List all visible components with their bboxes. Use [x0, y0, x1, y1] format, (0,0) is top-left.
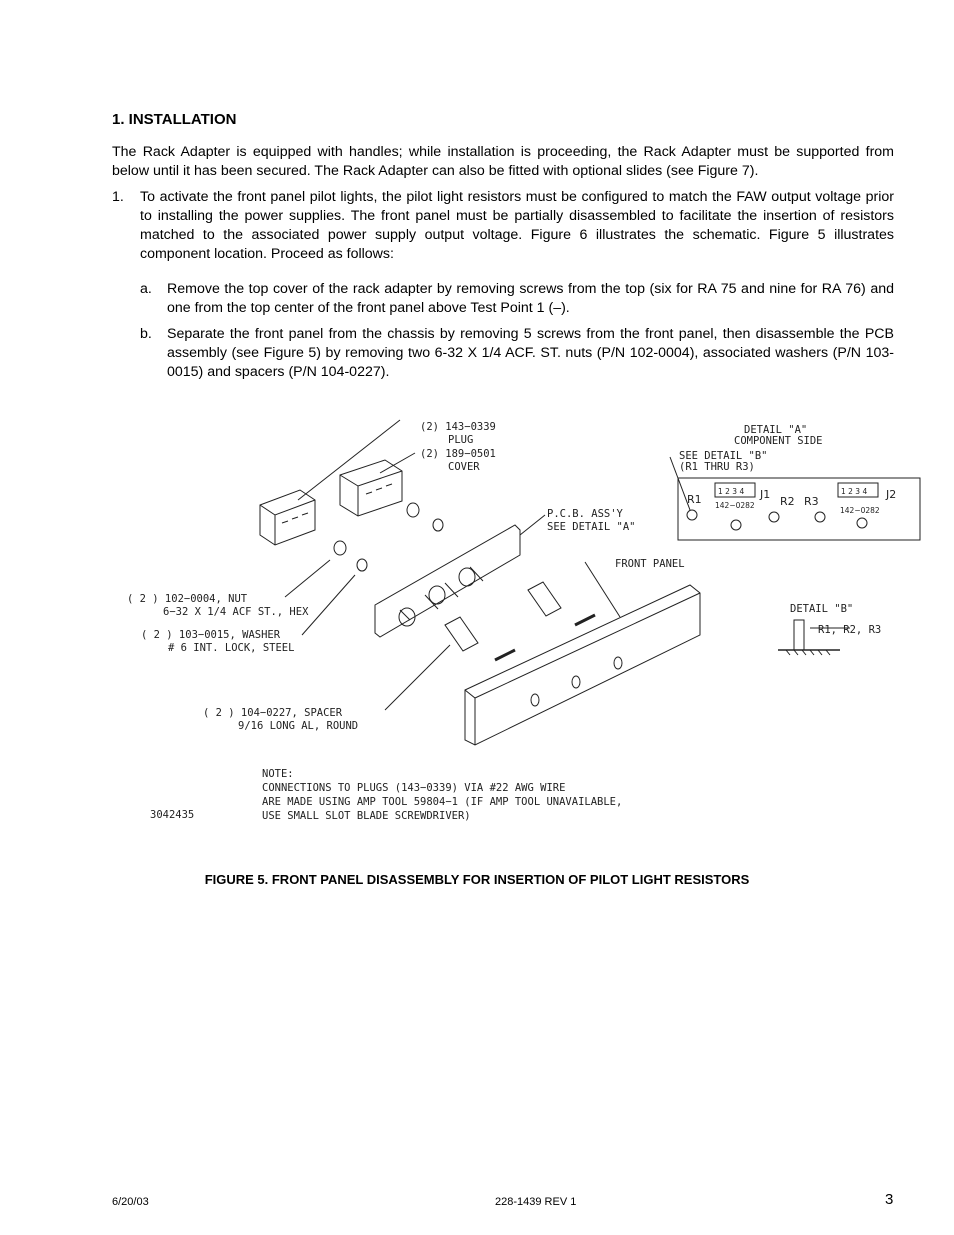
- pcb-label: P.C.B. ASS'Y: [547, 508, 623, 520]
- intro-paragraph: The Rack Adapter is equipped with handles; while installation is proceeding, the Rack Adapter must be supported from below until it has been secured. The Rack Adapter can also be fitted with optional slides (see Figure 7).: [112, 144, 894, 179]
- detail-a-title: DETAIL "A": [744, 424, 808, 436]
- j1-pins: 1 2 3 4: [718, 487, 745, 496]
- nut-left: [334, 541, 346, 555]
- see-detail-b: SEE DETAIL "B": [679, 450, 768, 462]
- step-a-marker: a.: [140, 281, 152, 297]
- nut-label-2: 6−32 X 1/4 ACF ST., HEX: [163, 606, 309, 618]
- r3-label: R3: [804, 495, 819, 508]
- j2-pins: 1 2 3 4: [841, 487, 868, 496]
- page-number: 3: [885, 1191, 894, 1208]
- pcb-label-2: SEE DETAIL "A": [547, 521, 636, 533]
- nut-right: [407, 503, 419, 517]
- spacer-label-2: 9/16 LONG AL, ROUND: [238, 720, 359, 732]
- section-heading: 1. INSTALLATION: [112, 111, 237, 128]
- spacer-label: ( 2 ) 104−0227, SPACER: [203, 707, 343, 719]
- cover-label-2: COVER: [448, 461, 480, 473]
- see-detail-b-2: (R1 THRU R3): [679, 461, 755, 473]
- spacer-right: [528, 582, 561, 616]
- nut-label: ( 2 ) 102−0004, NUT: [127, 593, 248, 605]
- pcb-assembly: [375, 525, 520, 637]
- note-line-2: ARE MADE USING AMP TOOL 59804−1 (IF AMP TOOL UNAVAILABLE,: [262, 796, 623, 808]
- front-panel: [465, 585, 700, 745]
- step-1-text: To activate the front panel pilot lights, the pilot light resistors must be configured to match the FAW output voltage prior to installing the power supplies. The front panel must be partially disassembled to facilitate the insertion of resistors matched to the associated power supply output voltage. Figure 6 illustrates the schematic. Figure 5 illustrates component location. Proceed as follows:: [140, 189, 894, 262]
- spacer-left: [445, 617, 478, 651]
- washer-label-2: # 6 INT. LOCK, STEEL: [168, 642, 295, 654]
- r1-label: R1: [687, 493, 702, 506]
- detail-a-subtitle: COMPONENT SIDE: [734, 435, 823, 447]
- j1-part-number: 142−0282: [715, 501, 755, 510]
- washer-left: [357, 559, 367, 571]
- plug-label: (2) 143−0339: [420, 421, 496, 433]
- front-panel-label: FRONT PANEL: [615, 558, 685, 570]
- drawing-number: 3042435: [150, 809, 195, 821]
- note-line-1: CONNECTIONS TO PLUGS (143−0339) VIA #22 AWG WIRE: [262, 782, 566, 794]
- note-title: NOTE:: [262, 768, 294, 780]
- j2-label: J2: [886, 488, 897, 501]
- step-a-text: Remove the top cover of the rack adapter by removing screws from the top (six for RA 75 and nine for RA 76) and one from the top center of the front panel above Test Point 1 (–).: [167, 281, 894, 316]
- figure-5-drawing: [110, 405, 930, 845]
- washer-label: ( 2 ) 103−0015, WASHER: [141, 629, 281, 641]
- plug-connector-left: [260, 490, 315, 545]
- step-1-marker: 1.: [112, 189, 124, 205]
- plug-label-2: PLUG: [448, 434, 474, 446]
- detail-b-resistor: [794, 620, 804, 650]
- j2-part-number: 142−0282: [840, 506, 880, 515]
- note-line-3: USE SMALL SLOT BLADE SCREWDRIVER): [262, 810, 471, 822]
- cover-label: (2) 189−0501: [420, 448, 496, 460]
- footer-doc-number: 228-1439 REV 1: [495, 1196, 577, 1208]
- step-b-text: Separate the front panel from the chassis by removing 5 screws from the front panel, then disassemble the PCB assembly (see Figure 5) by removing two 6-32 X 1/4 ACF. ST. nuts (P/N 102-0004), associated washers (P/N 103-0015) and spacers (P/N 104-0227).: [167, 326, 894, 380]
- detail-b-title: DETAIL "B": [790, 603, 854, 615]
- figure-caption: FIGURE 5. FRONT PANEL DISASSEMBLY FOR INSERTION OF PILOT LIGHT RESISTORS: [204, 872, 750, 887]
- detail-b-parts: R1, R2, R3: [818, 624, 882, 636]
- plug-connector-right: [340, 460, 402, 516]
- exploded-assembly-diagram: [110, 405, 930, 845]
- r2-label: R2: [780, 495, 795, 508]
- step-b-marker: b.: [140, 326, 152, 342]
- j1-label: J1: [760, 488, 771, 501]
- footer-date: 6/20/03: [112, 1196, 149, 1208]
- washer-right: [433, 519, 443, 531]
